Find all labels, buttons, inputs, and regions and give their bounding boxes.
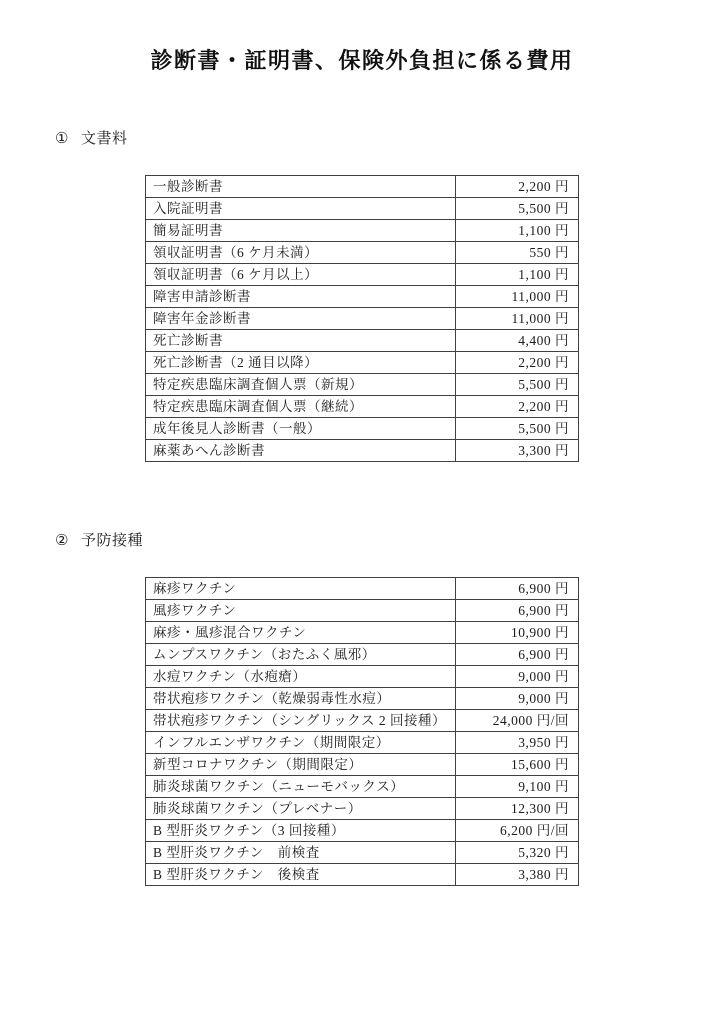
fee-section — [0, 532, 724, 886]
item-price-cell: 24,000 円/回 — [456, 710, 579, 732]
fee-row — [146, 776, 579, 798]
fee-row — [146, 644, 579, 666]
section-heading — [55, 532, 724, 550]
item-label-cell: 障害申請診断書 — [146, 286, 456, 308]
item-label-cell: 新型コロナワクチン（期間限定） — [146, 754, 456, 776]
item-price-cell: 2,200 円 — [456, 176, 579, 198]
fee-row — [146, 710, 579, 732]
fee-row — [146, 308, 579, 330]
item-label-cell: 入院証明書 — [146, 198, 456, 220]
fee-row — [146, 688, 579, 710]
item-label-cell: 成年後見人診断書（一般） — [146, 418, 456, 440]
section-heading — [55, 130, 724, 148]
item-label-cell: 死亡診断書（2 通目以降） — [146, 352, 456, 374]
item-price-cell: 550 円 — [456, 242, 579, 264]
item-price-cell: 2,200 円 — [456, 352, 579, 374]
item-price-cell: 9,000 円 — [456, 666, 579, 688]
item-price-cell: 12,300 円 — [456, 798, 579, 820]
item-price-cell: 11,000 円 — [456, 308, 579, 330]
item-price-cell: 6,900 円 — [456, 600, 579, 622]
fee-row — [146, 754, 579, 776]
item-price-cell: 6,900 円 — [456, 578, 579, 600]
item-price-cell: 9,100 円 — [456, 776, 579, 798]
section-number: ② — [55, 533, 69, 549]
fee-row — [146, 732, 579, 754]
item-price-cell: 11,000 円 — [456, 286, 579, 308]
item-label-cell: 一般診断書 — [146, 176, 456, 198]
item-price-cell: 1,100 円 — [456, 264, 579, 286]
fee-row — [146, 198, 579, 220]
item-label-cell: ムンプスワクチン（おたふく風邪） — [146, 644, 456, 666]
item-label-cell: 水痘ワクチン（水疱瘡） — [146, 666, 456, 688]
item-label-cell: 麻薬あへん診断書 — [146, 440, 456, 462]
item-label-cell: 特定疾患臨床調査個人票（新規） — [146, 374, 456, 396]
item-price-cell: 5,320 円 — [456, 842, 579, 864]
section-label: 文書料 — [80, 131, 128, 147]
item-label-cell: 死亡診断書 — [146, 330, 456, 352]
item-label-cell: 領収証明書（6 ケ月未満） — [146, 242, 456, 264]
item-price-cell: 6,200 円/回 — [456, 820, 579, 842]
fee-section — [0, 130, 724, 462]
fee-table — [145, 577, 579, 886]
item-price-cell: 2,200 円 — [456, 396, 579, 418]
fee-row — [146, 622, 579, 644]
fee-row — [146, 864, 579, 886]
item-label-cell: 肺炎球菌ワクチン（ニューモバックス） — [146, 776, 456, 798]
item-label-cell: 帯状疱疹ワクチン（乾燥弱毒性水痘） — [146, 688, 456, 710]
item-label-cell: インフルエンザワクチン（期間限定） — [146, 732, 456, 754]
fee-row — [146, 600, 579, 622]
item-price-cell: 4,400 円 — [456, 330, 579, 352]
item-label-cell: 麻疹・風疹混合ワクチン — [146, 622, 456, 644]
section-label: 予防接種 — [80, 533, 143, 549]
fee-row — [146, 396, 579, 418]
fee-row — [146, 842, 579, 864]
fee-row — [146, 798, 579, 820]
fee-row — [146, 820, 579, 842]
item-price-cell: 5,500 円 — [456, 198, 579, 220]
section-number: ① — [55, 131, 69, 147]
fee-row — [146, 440, 579, 462]
fee-row — [146, 666, 579, 688]
item-price-cell: 3,300 円 — [456, 440, 579, 462]
item-price-cell: 10,900 円 — [456, 622, 579, 644]
fee-row — [146, 220, 579, 242]
item-label-cell: 肺炎球菌ワクチン（プレベナー） — [146, 798, 456, 820]
item-label-cell: 領収証明書（6 ケ月以上） — [146, 264, 456, 286]
fee-row — [146, 352, 579, 374]
item-label-cell: 帯状疱疹ワクチン（シングリックス 2 回接種） — [146, 710, 456, 732]
item-price-cell: 6,900 円 — [456, 644, 579, 666]
fee-row — [146, 330, 579, 352]
item-price-cell: 9,000 円 — [456, 688, 579, 710]
item-label-cell: B 型肝炎ワクチン（3 回接種） — [146, 820, 456, 842]
item-label-cell: B 型肝炎ワクチン 前検査 — [146, 842, 456, 864]
fee-table-body — [146, 578, 579, 886]
item-label-cell: 特定疾患臨床調査個人票（継続） — [146, 396, 456, 418]
item-label-cell: 簡易証明書 — [146, 220, 456, 242]
fee-row — [146, 176, 579, 198]
item-label-cell: B 型肝炎ワクチン 後検査 — [146, 864, 456, 886]
item-label-cell: 障害年金診断書 — [146, 308, 456, 330]
item-price-cell: 5,500 円 — [456, 374, 579, 396]
fee-table — [145, 175, 579, 462]
fee-row — [146, 578, 579, 600]
item-price-cell: 1,100 円 — [456, 220, 579, 242]
item-price-cell: 3,380 円 — [456, 864, 579, 886]
fee-row — [146, 242, 579, 264]
item-label-cell: 麻疹ワクチン — [146, 578, 456, 600]
page-title: 診断書・証明書、保険外負担に係る費用 — [150, 48, 574, 73]
fee-row — [146, 286, 579, 308]
item-price-cell: 15,600 円 — [456, 754, 579, 776]
item-label-cell: 風疹ワクチン — [146, 600, 456, 622]
fee-row — [146, 418, 579, 440]
fee-row — [146, 264, 579, 286]
item-price-cell: 5,500 円 — [456, 418, 579, 440]
fee-table-body — [146, 176, 579, 462]
fee-row — [146, 374, 579, 396]
item-price-cell: 3,950 円 — [456, 732, 579, 754]
